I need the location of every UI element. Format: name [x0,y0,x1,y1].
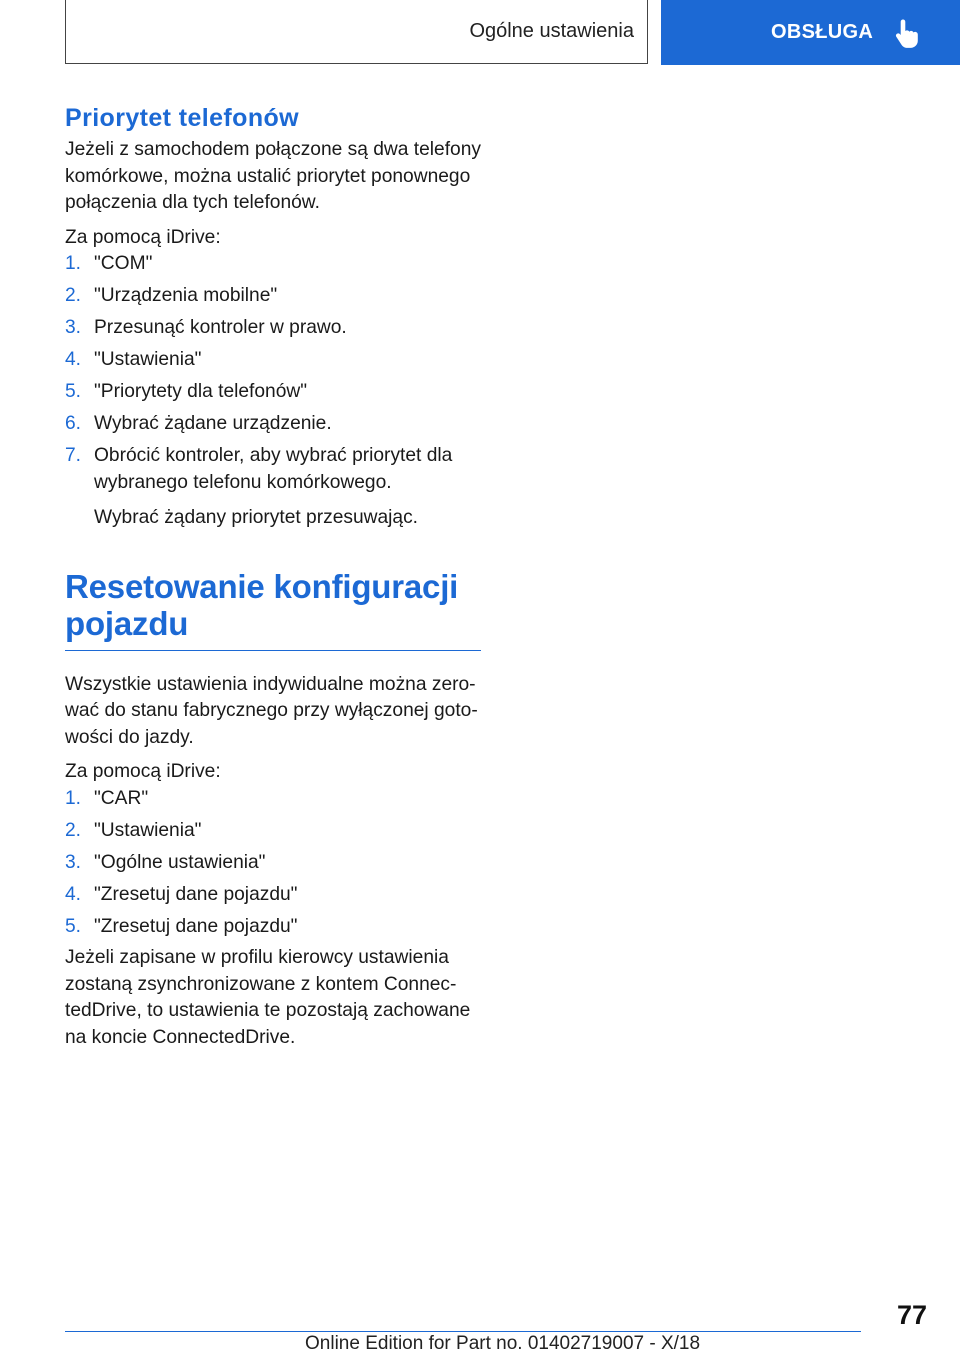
reset-config-intro: Wszystkie ustawienia indywidualne można zero-wać do stanu fabrycznego przy wyłączonej goto-wości do jazdy. [65,673,478,748]
step-number: 2. [65,819,82,841]
step-text: "Zresetuj dane pojazdu" [94,883,298,905]
list-item [65,443,481,532]
phone-priority-steps [65,251,481,532]
step-text: "Ogólne ustawienia" [94,851,266,873]
list-item [65,315,481,342]
edition-note: Online Edition for Part no. 01402719007 - X/18 [305,1333,701,1354]
footer-divider [65,1331,861,1332]
phone-priority-heading: Priorytet telefonów [65,104,300,132]
chapter-title: Ogólne ustawienia [469,20,634,42]
reset-config-heading: Resetowanie konfiguracji pojazdu [65,568,481,651]
pointing-hand-icon [895,18,921,48]
list-item [65,411,481,438]
step-text: Obrócić kontroler, aby wybrać priorytet dla wybranego telefonu komórkowego. [94,445,453,493]
step-text: "COM" [94,253,153,274]
step-text: "Priorytety dla telefonów" [94,381,308,402]
list-item [65,283,481,310]
phone-priority-intro: Jeżeli z samochodem połączone są dwa telefony komórkowe, można ustalić priorytet ponownego połączenia dla tych telefonów. [65,139,481,213]
step-text: "Zresetuj dane pojazdu" [94,915,298,937]
reset-config-outro: Jeżeli zapisane w profilu kierowcy ustawienia zostaną zsynchronizowane z kontem Connec-tedDrive, to ustawienia te pozostają zachowane na koncie ConnectedDrive. [65,947,471,1048]
content-column [65,100,481,1051]
step-number: 6. [65,413,82,434]
reset-config-steps [65,786,481,941]
step-note: Wybrać żądany priorytet przesuwając. [94,507,419,528]
page-number: 77 [896,1300,927,1330]
list-item [65,347,481,374]
step-number: 3. [65,317,82,338]
step-number: 5. [65,381,82,402]
step-text: "CAR" [94,787,149,809]
phone-priority-via: Za pomocą iDrive: [65,226,221,248]
list-item [65,850,481,877]
step-text: "Ustawienia" [94,349,202,370]
list-item [65,251,481,278]
step-number: 1. [65,787,82,809]
list-item [65,818,481,845]
list-item [65,914,481,941]
step-number: 2. [65,285,82,306]
step-number: 5. [65,915,82,937]
section-label: OBSŁUGA [771,21,874,43]
step-number: 1. [65,253,82,274]
list-item [65,882,481,909]
step-number: 7. [65,445,82,466]
step-text: Wybrać żądane urządzenie. [94,413,332,434]
list-item [65,786,481,813]
chapter-header [65,0,648,64]
step-number: 3. [65,851,82,873]
list-item [65,379,481,406]
step-number: 4. [65,883,82,905]
reset-config-via: Za pomocą iDrive: [65,761,221,782]
step-number: 4. [65,349,82,370]
step-text: Przesunąć kontroler w prawo. [94,317,347,338]
section-tab [661,0,960,65]
step-text: "Ustawienia" [94,819,202,841]
step-text: "Urządzenia mobilne" [94,285,278,306]
